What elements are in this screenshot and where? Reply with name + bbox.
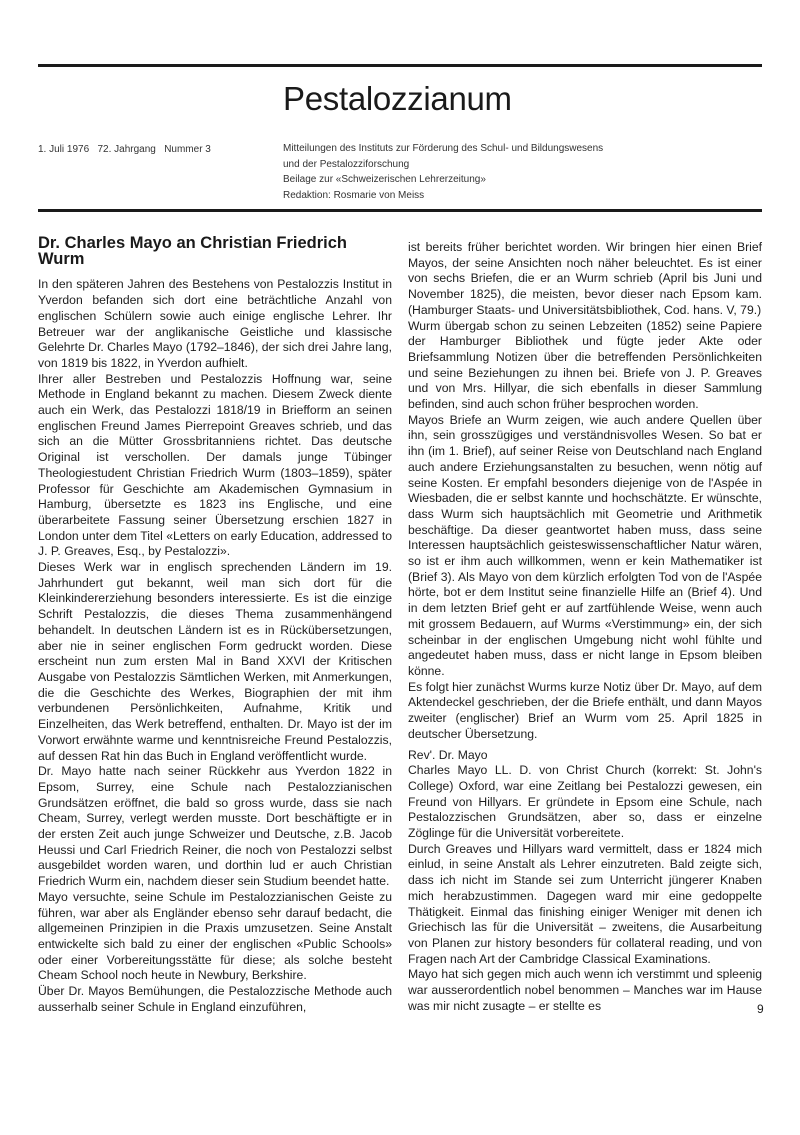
- paragraph: Über Dr. Mayos Bemühungen, die Pestalozzische Methode auch ausserhalb seiner Schule in England einzuführen,: [38, 984, 392, 1014]
- masthead-line: Redaktion: Rosmarie von Meiss: [283, 189, 425, 201]
- paragraph: Wurm übergab schon zu seinen Lebzeiten (1852) seine Papiere der Hamburger Bibliothek und fügte jeder Akte oder Briefsammlung Notizen über die betreffenden Persönlichkeiten und seine Beziehungen zu ihnen bei. Briefe von J. P. Greaves und von Mrs. Hillyar, die sich ebenfalls in dieser Sammlung befinden, sind auch schon früher besprochen worden.: [408, 318, 762, 412]
- paragraph: Mayos Briefe an Wurm zeigen, wie auch andere Quellen über ihn, sein grosszügiges und verständnisvolles Wesen. So bat er ihn (im 1. Brief), auf seiner Reise von Deutschland nach England auch andere Erziehungsanstalten zu besuchen, wenn nötig auf seine Kosten. Er empfahl besonders diejenige von de l'Aspée in Wiesbaden, die er selbst kannte und hochschätzte. Er wünschte, dass Wurm sich hauptsächlich mit Geometrie und Arithmetik beschäftige. Da dieser geantwortet haben muss, dass seine Interessen hauptsächlich geisteswissenschaftlicher Natur wären, so ist er ihm auch willkommen, wenn er kein Mathematiker ist (Brief 3). Als Mayo von dem kürzlich erfolgten Tod von de l'Aspée hörte, bot er dem Institut seine finanzielle Hilfe an (Brief 4). Und in dem letzten Brief geht er auf zartfühlende Weise, wenn auch mit grossem Bedauern, auf Wurms «Verstimmung» ein, der sich scheinbar in der englischen Umgebung nicht wohl fühlte und angedeutet haben muss, dass er nicht lange in Epsom bleiben könne.: [408, 412, 762, 678]
- paragraph: Mayo versuchte, seine Schule im Pestalozzianischen Geiste zu führen, war aber als Engländer ebenso sehr darauf bedacht, die allgemeinen Prinzipien in die Praxis umzusetzen. Seine Anstalt entwickelte sich bald zu einer der englischen «Public Schools» oder einer Vorbereitungsstätte für diese; als solche besteht Cheam School noch heute in Newbury, Berkshire.: [38, 889, 392, 983]
- paragraph: Ihrer aller Bestreben und Pestalozzis Hoffnung war, seine Methode in England bekannt zu machen. Diesem Zweck diente auch ein Werk, das Pestalozzi 1818/19 in Briefform an seinen englischen Freund James Pierrepoint Greaves schrieb, und das sich an die Mütter Grossbritanniens richtet. Das deutsche Original ist verschollen. Der damals junge Tübinger Theologiestudent Christian Friedrich Wurm (1803–1859), später Professor für Geschichte am Akademischen Gymnasium in Hamburg, übersetzte es 1823 ins Englische, und eine überarbeitete Fassung seiner Übersetzung erschien 1827 in London unter dem Titel «Letters on early Education, addressed to J. P. Greaves, Esq., by Pestalozzi».: [38, 371, 392, 559]
- masthead-line: Beilage zur «Schweizerischen Lehrerzeitung»: [283, 174, 486, 185]
- paragraph: Durch Greaves und Hillyars ward vermittelt, dass er 1824 mich einlud, in seine Anstalt als Lehrer einzutreten. Bald zeigte sich, dass ich nicht im Stande sei zum Unterricht jüngerer Knaben mich herabzustimmen. Dagegen ward mir eine gedoppelte Thätigkeit. Einmal das finishing einiger Weniger mit denen ich Griechisch las für die Universität – zweitens, die Ausarbeitung von Planen zur history besonders für collateral reading, und von Fragen nach Art der Cambridge Classical Examinations.: [408, 841, 762, 966]
- paragraph: ist bereits früher berichtet worden. Wir bringen hier einen Brief Mayos, der seine Ansichten noch näher beleuchtet. Es ist einer von sechs Briefen, die er an Wurm schrieb (April bis Juni und November 1825), die meisten, bevor dieser nach Epsom kam. (Hamburger Staats- und Universitätsbibliothek, Cod. hans. V, 79.): [408, 240, 762, 317]
- paragraph: Dr. Mayo hatte nach seiner Rückkehr aus Yverdon 1822 in Epsom, Surrey, eine Schule nach Pestalozzianischen Grundsätzen eröffnet, die bald so gross wurde, dass sie nach Cheam, Surrey, verlegt werden musste. Dort beschäftigte er in der ersten Zeit auch junge Schweizer und Deutsche, z.B. Jacob Heussi und Carl Friedrich Reiner, die noch von Pestalozzi selbst ausgebildet worden waren, und dorthin lud er auch Christian Friedrich Wurm ein, nachdem dieser sein Studium beendet hatte.: [38, 764, 392, 889]
- paragraph: Dieses Werk war in englisch sprechenden Ländern im 19. Jahrhundert gut bekannt, weil man sich dort für die Kleinkindererziehung besonders interessierte. Es ist die einzige Schrift Pestalozzis, die dieses Thema zusammenhängend behandelt. In deutschen Ländern ist es in Rückübersetzungen, aber nie in seiner englischen Form gedruckt worden. Diese erscheint nun zum ersten Mal in Band XXVI der Kritischen Ausgabe von Pestalozzis Sämtlichen Werken, mit Anmerkungen, die die Geschichte des Werkes, Biographien der mit ihm verbundenen Persönlichkeiten, Aufnahme, Kritik und Einzelheiten, das Werk betreffend, enthalten. Dr. Mayo ist der im Vorwort erwähnte warme und kenntnisreiche Freund Pestalozzis, auf dessen Rat hin das Buch in England veröffentlicht wurde.: [38, 560, 392, 763]
- article-column-right: [408, 240, 762, 1014]
- page-number: 9: [757, 1002, 764, 1016]
- paragraph: Charles Mayo LL. D. von Christ Church (korrekt: St. John's College) Oxford, war eine Zeitlang bei Pestalozzi gewesen, ein Freund von Hillyars. Er gründete in Epsom eine Schule, nach Pestalozzischen Grundsätzen, aber so, dass er einzelne Zöglinge für die Universität vorbereitete.: [408, 763, 762, 841]
- masthead-bottom-rule: [38, 209, 762, 212]
- masthead-line: und der Pestalozziforschung: [283, 158, 410, 170]
- letter-subheading: Rev'. Dr. Mayo: [408, 747, 488, 762]
- paragraph: In den späteren Jahren des Bestehens von Pestalozzis Institut in Yverdon befanden sich dort eine beträchtliche Anzahl von englischen Schülern sowie auch einige englische Lehrer. Ihr Betreuer war der anglikanische Geistliche und klassische Gelehrte Dr. Charles Mayo (1792–1846), der sich drei Jahre lang, von 1819 bis 1822, in Yverdon aufhielt.: [38, 277, 392, 370]
- masthead-top-rule: [38, 64, 762, 67]
- article-heading: Dr. Charles Mayo an Christian Friedrich Wurm: [38, 234, 348, 268]
- article-column-left: [38, 232, 392, 1015]
- issue-info: 1. Juli 1976 72. Jahrgang Nummer 3: [38, 144, 211, 155]
- masthead-line: Mitteilungen des Instituts zur Förderung des Schul- und Bildungswesens: [283, 143, 604, 154]
- masthead-info: [283, 141, 603, 203]
- paragraph: Mayo hat sich gegen mich auch wenn ich verstimmt und spleenig war ausserordentlich nobel benommen – Manches war im Hause was mir nicht zusagte – er stellte es: [408, 967, 762, 1013]
- paragraph: Es folgt hier zunächst Wurms kurze Notiz über Dr. Mayo, auf dem Aktendeckel geschrieben, der die Briefe enthält, und dann Mayos zweiter (englischer) Brief an Wurm vom 25. April 1825 in deutscher Übersetzung.: [408, 679, 762, 741]
- masthead-title: Pestalozzianum: [283, 80, 512, 117]
